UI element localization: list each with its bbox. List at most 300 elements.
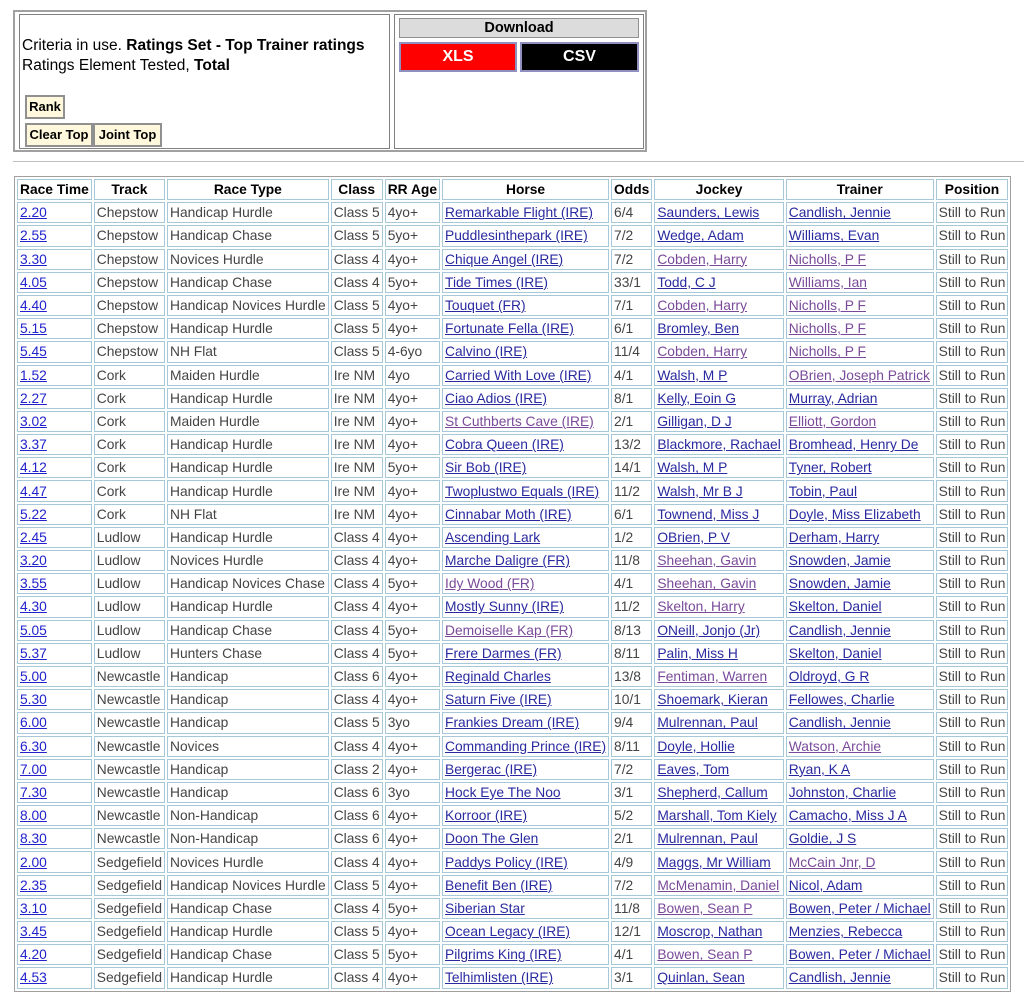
download-csv-button[interactable]: CSV xyxy=(520,42,639,72)
jockey-cell xyxy=(654,851,783,872)
race-time-link[interactable]: 2.27 xyxy=(20,390,47,406)
track-cell: Cork xyxy=(94,411,165,432)
jockey-link[interactable]: Eaves, Tom xyxy=(657,761,730,777)
race-time-cell xyxy=(17,504,92,525)
trainer-link[interactable]: Skelton, Daniel xyxy=(788,599,882,615)
table-row xyxy=(17,295,1008,316)
trainer-link[interactable]: Elliott, Gordon xyxy=(788,413,877,429)
rr-age-cell: 5yo+ xyxy=(385,225,440,246)
jockey-cell xyxy=(654,620,783,641)
jockey-cell xyxy=(654,736,783,757)
horse-link[interactable]: Frere Darmes (FR) xyxy=(445,645,562,661)
rr-age-cell: 4yo+ xyxy=(385,504,440,525)
criteria-ratings-element xyxy=(22,57,230,75)
odds-cell: 12/1 xyxy=(611,921,652,942)
jockey-cell xyxy=(654,480,783,501)
race-time-link[interactable]: 8.30 xyxy=(20,831,47,847)
race-time-link[interactable]: 2.00 xyxy=(20,854,47,870)
jockey-cell xyxy=(654,434,783,455)
race-time-cell xyxy=(17,921,92,942)
race-time-cell xyxy=(17,457,92,478)
jockey-cell xyxy=(654,689,783,710)
race-time-link[interactable]: 3.55 xyxy=(20,576,47,592)
class-cell: Ire NM xyxy=(331,434,383,455)
horse-link[interactable]: Telhimlisten (IRE) xyxy=(445,970,554,986)
trainer-link[interactable]: Bromhead, Henry De xyxy=(788,437,919,453)
trainer-link[interactable]: Watson, Archie xyxy=(788,738,882,754)
trainer-link[interactable]: Derham, Harry xyxy=(788,529,880,545)
track-cell: Chepstow xyxy=(94,225,165,246)
position-cell: Still to Run xyxy=(936,805,1009,826)
header-odds: Odds xyxy=(611,179,652,200)
trainer-link[interactable]: Nicholls, P F xyxy=(788,298,866,314)
horse-link[interactable]: Idy Wood (FR) xyxy=(445,576,535,592)
race-time-link[interactable]: 1.52 xyxy=(20,367,47,383)
track-cell: Newcastle xyxy=(94,666,165,687)
horse-cell xyxy=(442,434,609,455)
track-cell: Cork xyxy=(94,480,165,501)
trainer-cell xyxy=(786,225,934,246)
horse-cell xyxy=(442,921,609,942)
race-time-link[interactable]: 5.30 xyxy=(20,692,47,708)
class-cell: Ire NM xyxy=(331,457,383,478)
horse-link[interactable]: Tide Times (IRE) xyxy=(445,274,549,290)
trainer-link[interactable]: Nicholls, P F xyxy=(788,321,866,337)
track-cell: Ludlow xyxy=(94,643,165,664)
rr-age-cell: 4yo+ xyxy=(385,921,440,942)
trainer-cell xyxy=(786,875,934,896)
header-track: Track xyxy=(94,179,165,200)
class-cell: Ire NM xyxy=(331,504,383,525)
trainer-cell xyxy=(786,967,934,988)
trainer-link[interactable]: Johnston, Charlie xyxy=(788,784,897,800)
horse-cell xyxy=(442,851,609,872)
table-row xyxy=(17,712,1008,733)
table-row xyxy=(17,480,1008,501)
horse-cell xyxy=(442,504,609,525)
jockey-link[interactable]: Sheehan, Gavin xyxy=(657,553,757,569)
race-type-cell: Maiden Hurdle xyxy=(167,365,329,386)
position-cell: Still to Run xyxy=(936,365,1009,386)
trainer-link[interactable]: Nicholls, P F xyxy=(788,251,866,267)
horse-link[interactable]: Mostly Sunny (IRE) xyxy=(445,599,564,615)
race-time-cell xyxy=(17,573,92,594)
jockey-cell xyxy=(654,225,783,246)
position-cell: Still to Run xyxy=(936,643,1009,664)
trainer-link[interactable]: Nicol, Adam xyxy=(788,877,863,893)
race-time-link[interactable]: 5.15 xyxy=(20,321,47,337)
position-cell: Still to Run xyxy=(936,828,1009,849)
rr-age-cell: 5yo+ xyxy=(385,944,440,965)
class-cell: Class 5 xyxy=(331,944,383,965)
jockey-link[interactable]: Doyle, Hollie xyxy=(657,738,735,754)
position-cell: Still to Run xyxy=(936,666,1009,687)
trainer-link[interactable]: OBrien, Joseph Patrick xyxy=(788,367,930,383)
race-time-cell xyxy=(17,736,92,757)
rr-age-cell: 4yo+ xyxy=(385,666,440,687)
race-time-cell xyxy=(17,202,92,223)
trainer-link[interactable]: McCain Jnr, D xyxy=(788,854,876,870)
race-type-cell: Handicap Chase xyxy=(167,620,329,641)
jockey-link[interactable]: McMenamin, Daniel xyxy=(657,877,780,893)
trainer-link[interactable]: Snowden, Jamie xyxy=(788,553,891,569)
jockey-link[interactable]: Cobden, Harry xyxy=(657,298,748,314)
horse-link[interactable]: Remarkable Flight (IRE) xyxy=(445,205,594,221)
trainer-cell xyxy=(786,411,934,432)
horse-link[interactable]: Chique Angel (IRE) xyxy=(445,251,564,267)
trainer-link[interactable]: Ryan, K A xyxy=(788,761,851,777)
trainer-link[interactable]: Fellowes, Charlie xyxy=(788,692,895,708)
jockey-link[interactable]: Marshall, Tom Kiely xyxy=(657,808,777,824)
trainer-cell xyxy=(786,457,934,478)
race-type-cell: Handicap Hurdle xyxy=(167,967,329,988)
horse-link[interactable]: Touquet (FR) xyxy=(445,298,526,314)
race-time-cell xyxy=(17,527,92,548)
jockey-link[interactable]: Maggs, Mr William xyxy=(657,854,771,870)
race-time-link[interactable]: 2.45 xyxy=(20,529,47,545)
header-rr-age: RR Age xyxy=(385,179,440,200)
trainer-link[interactable]: Bowen, Peter / Michael xyxy=(788,900,931,916)
trainer-cell xyxy=(786,573,934,594)
track-cell: Cork xyxy=(94,365,165,386)
trainer-link[interactable]: Goldie, J S xyxy=(788,831,857,847)
race-time-link[interactable]: 4.20 xyxy=(20,947,47,963)
trainer-link[interactable]: Candlish, Jennie xyxy=(788,622,891,638)
rr-age-cell: 5yo+ xyxy=(385,573,440,594)
jockey-link[interactable]: Townend, Miss J xyxy=(657,506,760,522)
race-time-link[interactable]: 3.37 xyxy=(20,437,47,453)
odds-cell: 11/2 xyxy=(611,480,652,501)
jockey-link[interactable]: Wedge, Adam xyxy=(657,228,744,244)
jockey-link[interactable]: Shoemark, Kieran xyxy=(657,692,768,708)
class-cell: Class 4 xyxy=(331,898,383,919)
horse-link[interactable]: Hock Eye The Noo xyxy=(445,784,561,800)
position-cell: Still to Run xyxy=(936,875,1009,896)
horse-cell xyxy=(442,550,609,571)
horse-link[interactable]: Ocean Legacy (IRE) xyxy=(445,924,571,940)
trainer-cell xyxy=(786,318,934,339)
horse-link[interactable]: St Cuthberts Cave (IRE) xyxy=(445,413,594,429)
table-header-row xyxy=(17,179,1008,200)
race-time-link[interactable]: 6.00 xyxy=(20,715,47,731)
class-cell: Class 4 xyxy=(331,736,383,757)
race-time-link[interactable]: 4.40 xyxy=(20,298,47,314)
race-time-link[interactable]: 4.30 xyxy=(20,599,47,615)
table-row xyxy=(17,759,1008,780)
clear-top-button[interactable]: Clear Top xyxy=(25,123,93,147)
trainer-link[interactable]: Nicholls, P F xyxy=(788,344,866,360)
position-cell: Still to Run xyxy=(936,527,1009,548)
race-time-link[interactable]: 2.55 xyxy=(20,228,47,244)
jockey-link[interactable]: Moscrop, Nathan xyxy=(657,924,763,940)
race-time-link[interactable]: 2.20 xyxy=(20,205,47,221)
horse-link[interactable]: Calvino (IRE) xyxy=(445,344,528,360)
trainer-cell xyxy=(786,921,934,942)
trainer-link[interactable]: Candlish, Jennie xyxy=(788,715,891,731)
rr-age-cell: 5yo+ xyxy=(385,272,440,293)
horse-link[interactable]: Twoplustwo Equals (IRE) xyxy=(445,483,600,499)
trainer-cell xyxy=(786,550,934,571)
jockey-link[interactable]: Walsh, M P xyxy=(657,367,728,383)
race-time-link[interactable]: 8.00 xyxy=(20,808,47,824)
horse-link[interactable]: Saturn Five (IRE) xyxy=(445,692,552,708)
trainer-link[interactable]: Bowen, Peter / Michael xyxy=(788,947,931,963)
jockey-link[interactable]: Sheehan, Gavin xyxy=(657,576,757,592)
race-time-link[interactable]: 4.53 xyxy=(20,970,47,986)
race-type-cell: Handicap xyxy=(167,712,329,733)
jockey-link[interactable]: Saunders, Lewis xyxy=(657,205,760,221)
race-time-cell xyxy=(17,225,92,246)
trainer-link[interactable]: Williams, Evan xyxy=(788,228,880,244)
jockey-link[interactable]: Fentiman, Warren xyxy=(657,669,768,685)
trainer-link[interactable]: Oldroyd, G R xyxy=(788,669,870,685)
horse-link[interactable]: Fortunate Fella (IRE) xyxy=(445,321,574,337)
odds-cell: 3/1 xyxy=(611,967,652,988)
horse-link[interactable]: Marche Daligre (FR) xyxy=(445,553,570,569)
rank-button[interactable]: Rank xyxy=(25,95,65,119)
track-cell: Newcastle xyxy=(94,782,165,803)
horse-link[interactable]: Commanding Prince (IRE) xyxy=(445,738,607,754)
trainer-cell xyxy=(786,944,934,965)
race-type-cell: Handicap Chase xyxy=(167,898,329,919)
race-type-cell: Handicap Hurdle xyxy=(167,457,329,478)
jockey-link[interactable]: ONeill, Jonjo (Jr) xyxy=(657,622,761,638)
rr-age-cell: 5yo+ xyxy=(385,457,440,478)
trainer-cell xyxy=(786,596,934,617)
race-time-link[interactable]: 3.45 xyxy=(20,924,47,940)
horse-link[interactable]: Korroor (IRE) xyxy=(445,808,528,824)
position-cell: Still to Run xyxy=(936,898,1009,919)
track-cell: Chepstow xyxy=(94,295,165,316)
table-row xyxy=(17,550,1008,571)
trainer-cell xyxy=(786,643,934,664)
jockey-link[interactable]: Todd, C J xyxy=(657,274,716,290)
race-time-link[interactable]: 5.22 xyxy=(20,506,47,522)
jockey-cell xyxy=(654,782,783,803)
horse-link[interactable]: Ciao Adios (IRE) xyxy=(445,390,548,406)
rr-age-cell: 3yo xyxy=(385,712,440,733)
jockey-link[interactable]: OBrien, P V xyxy=(657,529,730,545)
race-time-link[interactable]: 7.30 xyxy=(20,784,47,800)
horse-cell xyxy=(442,202,609,223)
race-time-link[interactable]: 3.02 xyxy=(20,413,47,429)
download-xls-button[interactable]: XLS xyxy=(399,42,517,72)
header-race-type: Race Type xyxy=(167,179,329,200)
race-type-cell: NH Flat xyxy=(167,504,329,525)
position-cell: Still to Run xyxy=(936,318,1009,339)
position-cell: Still to Run xyxy=(936,225,1009,246)
horse-cell xyxy=(442,388,609,409)
race-time-link[interactable]: 3.30 xyxy=(20,251,47,267)
trainer-cell xyxy=(786,295,934,316)
class-cell: Class 5 xyxy=(331,295,383,316)
trainer-link[interactable]: Skelton, Daniel xyxy=(788,645,882,661)
jockey-link[interactable]: Bowen, Sean P xyxy=(657,947,753,963)
horse-link[interactable]: Demoiselle Kap (FR) xyxy=(445,622,574,638)
race-time-link[interactable]: 3.20 xyxy=(20,553,47,569)
horse-cell xyxy=(442,573,609,594)
jockey-link[interactable]: Shepherd, Callum xyxy=(657,784,768,800)
race-time-cell xyxy=(17,388,92,409)
horse-link[interactable]: Doon The Glen xyxy=(445,831,539,847)
race-time-link[interactable]: 3.10 xyxy=(20,900,47,916)
race-time-link[interactable]: 4.47 xyxy=(20,483,47,499)
rr-age-cell: 4yo+ xyxy=(385,596,440,617)
table-body xyxy=(17,202,1008,988)
odds-cell: 8/13 xyxy=(611,620,652,641)
jockey-link[interactable]: Skelton, Harry xyxy=(657,599,745,615)
class-cell: Class 6 xyxy=(331,782,383,803)
horse-cell xyxy=(442,249,609,270)
trainer-link[interactable]: Murray, Adrian xyxy=(788,390,878,406)
position-cell: Still to Run xyxy=(936,388,1009,409)
odds-cell: 33/1 xyxy=(611,272,652,293)
trainer-cell xyxy=(786,712,934,733)
race-time-link[interactable]: 2.35 xyxy=(20,877,47,893)
horse-link[interactable]: Cinnabar Moth (IRE) xyxy=(445,506,572,522)
horse-link[interactable]: Paddys Policy (IRE) xyxy=(445,854,568,870)
jockey-link[interactable]: Blackmore, Rachael xyxy=(657,437,781,453)
odds-cell: 8/1 xyxy=(611,388,652,409)
class-cell: Class 6 xyxy=(331,666,383,687)
race-time-link[interactable]: 5.45 xyxy=(20,344,47,360)
race-time-link[interactable]: 5.37 xyxy=(20,645,47,661)
jockey-cell xyxy=(654,643,783,664)
jockey-link[interactable]: Gilligan, D J xyxy=(657,413,732,429)
trainer-link[interactable]: Tobin, Paul xyxy=(788,483,858,499)
trainer-link[interactable]: Camacho, Miss J A xyxy=(788,808,907,824)
position-cell: Still to Run xyxy=(936,411,1009,432)
jockey-link[interactable]: Cobden, Harry xyxy=(657,344,748,360)
table-row xyxy=(17,527,1008,548)
class-cell: Class 5 xyxy=(331,318,383,339)
jockey-cell xyxy=(654,457,783,478)
race-time-link[interactable]: 4.05 xyxy=(20,274,47,290)
horse-link[interactable]: Carried With Love (IRE) xyxy=(445,367,592,383)
race-time-link[interactable]: 5.00 xyxy=(20,669,47,685)
rr-age-cell: 4yo+ xyxy=(385,434,440,455)
table-row xyxy=(17,225,1008,246)
position-cell: Still to Run xyxy=(936,759,1009,780)
rr-age-cell: 4yo+ xyxy=(385,851,440,872)
horse-cell xyxy=(442,967,609,988)
table-row xyxy=(17,967,1008,988)
horse-link[interactable]: Ascending Lark xyxy=(445,529,541,545)
horse-cell xyxy=(442,689,609,710)
horse-link[interactable]: Benefit Ben (IRE) xyxy=(445,877,553,893)
odds-cell: 6/1 xyxy=(611,318,652,339)
jockey-link[interactable]: Bromley, Ben xyxy=(657,321,740,337)
race-time-cell xyxy=(17,828,92,849)
jockey-link[interactable]: Walsh, Mr B J xyxy=(657,483,743,499)
class-cell: Ire NM xyxy=(331,411,383,432)
horse-link[interactable]: Pilgrims King (IRE) xyxy=(445,947,562,963)
odds-cell: 4/1 xyxy=(611,573,652,594)
race-time-link[interactable]: 7.00 xyxy=(20,761,47,777)
track-cell: Cork xyxy=(94,388,165,409)
horse-link[interactable]: Reginald Charles xyxy=(445,669,551,685)
jockey-cell xyxy=(654,967,783,988)
odds-cell: 5/2 xyxy=(611,805,652,826)
race-type-cell: Novices xyxy=(167,736,329,757)
race-type-cell: Handicap Hurdle xyxy=(167,388,329,409)
race-type-cell: Novices Hurdle xyxy=(167,249,329,270)
trainer-cell xyxy=(786,689,934,710)
jockey-cell xyxy=(654,295,783,316)
class-cell: Class 4 xyxy=(331,851,383,872)
position-cell: Still to Run xyxy=(936,573,1009,594)
jockey-cell xyxy=(654,573,783,594)
class-cell: Class 4 xyxy=(331,527,383,548)
rr-age-cell: 4yo+ xyxy=(385,967,440,988)
horse-link[interactable]: Siberian Star xyxy=(445,900,525,916)
horse-link[interactable]: Cobra Queen (IRE) xyxy=(445,437,564,453)
jockey-link[interactable]: Cobden, Harry xyxy=(657,251,748,267)
odds-cell: 4/1 xyxy=(611,365,652,386)
race-time-link[interactable]: 5.05 xyxy=(20,622,47,638)
jockey-link[interactable]: Palin, Miss H xyxy=(657,645,738,661)
class-cell: Ire NM xyxy=(331,480,383,501)
trainer-link[interactable]: Doyle, Miss Elizabeth xyxy=(788,506,921,522)
trainer-link[interactable]: Snowden, Jamie xyxy=(788,576,891,592)
table-row xyxy=(17,944,1008,965)
horse-link[interactable]: Frankies Dream (IRE) xyxy=(445,715,580,731)
horse-link[interactable]: Puddlesinthepark (IRE) xyxy=(445,228,588,244)
race-time-link[interactable]: 4.12 xyxy=(20,460,47,476)
header-horse: Horse xyxy=(442,179,609,200)
horse-link[interactable]: Bergerac (IRE) xyxy=(445,761,538,777)
jockey-cell xyxy=(654,341,783,362)
trainer-cell xyxy=(786,365,934,386)
trainer-link[interactable]: Candlish, Jennie xyxy=(788,970,891,986)
jockey-link[interactable]: Bowen, Sean P xyxy=(657,900,753,916)
rr-age-cell: 4yo+ xyxy=(385,202,440,223)
position-cell: Still to Run xyxy=(936,249,1009,270)
rr-age-cell: 4yo+ xyxy=(385,805,440,826)
jockey-link[interactable]: Mulrennan, Paul xyxy=(657,715,758,731)
race-time-cell xyxy=(17,875,92,896)
race-type-cell: Handicap xyxy=(167,759,329,780)
trainer-link[interactable]: Williams, Ian xyxy=(788,274,867,290)
odds-cell: 1/2 xyxy=(611,527,652,548)
odds-cell: 13/8 xyxy=(611,666,652,687)
race-time-cell xyxy=(17,759,92,780)
position-cell: Still to Run xyxy=(936,712,1009,733)
jockey-link[interactable]: Quinlan, Sean xyxy=(657,970,745,986)
jockey-link[interactable]: Kelly, Eoin G xyxy=(657,390,737,406)
race-time-cell xyxy=(17,318,92,339)
table-row xyxy=(17,736,1008,757)
trainer-link[interactable]: Menzies, Rebecca xyxy=(788,924,903,940)
rr-age-cell: 4yo+ xyxy=(385,388,440,409)
race-time-cell xyxy=(17,712,92,733)
position-cell: Still to Run xyxy=(936,944,1009,965)
jockey-link[interactable]: Walsh, M P xyxy=(657,460,728,476)
jockey-link[interactable]: Mulrennan, Paul xyxy=(657,831,758,847)
horse-link[interactable]: Sir Bob (IRE) xyxy=(445,460,527,476)
table-row xyxy=(17,249,1008,270)
table-row xyxy=(17,318,1008,339)
position-cell: Still to Run xyxy=(936,851,1009,872)
odds-cell: 8/11 xyxy=(611,736,652,757)
trainer-link[interactable]: Tyner, Robert xyxy=(788,460,872,476)
race-type-cell: Handicap Hurdle xyxy=(167,527,329,548)
race-time-cell xyxy=(17,295,92,316)
class-cell: Class 5 xyxy=(331,341,383,362)
joint-top-button[interactable]: Joint Top xyxy=(93,123,162,147)
trainer-link[interactable]: Candlish, Jennie xyxy=(788,205,891,221)
race-time-link[interactable]: 6.30 xyxy=(20,738,47,754)
